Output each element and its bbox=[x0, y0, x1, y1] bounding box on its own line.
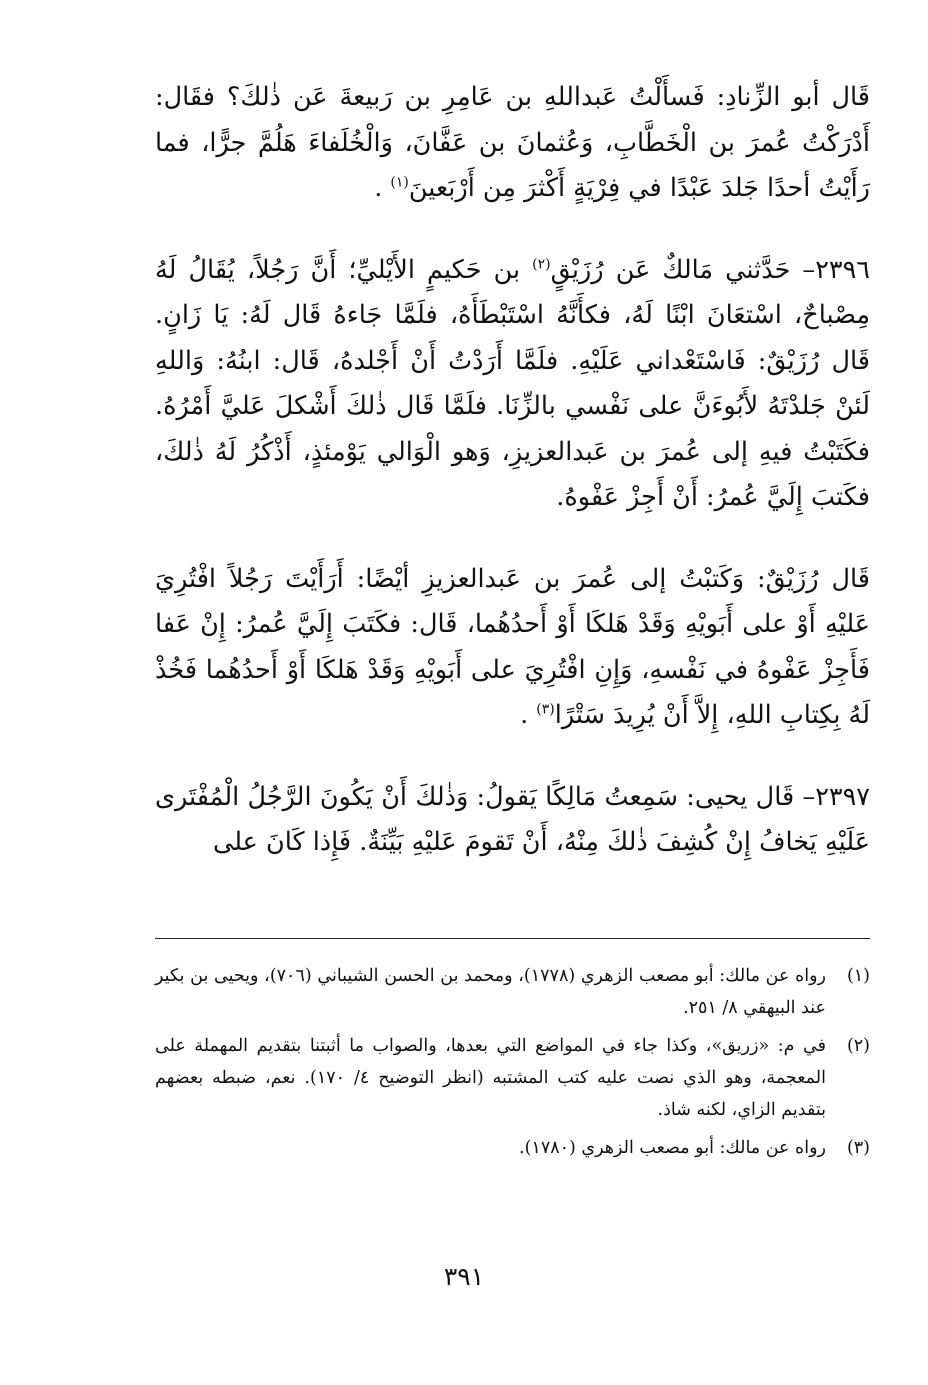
footnote-ref-2[interactable]: (٢) bbox=[532, 256, 551, 272]
paragraph-3-text: قَال رُزَيْقٌ: وَكَتبْتُ إلى عُمرَ بن عَبدالعزيزِ أيْضًا: أَرَأَيْتَ رَجُلاً افْتُرِيَ عَليْهِ أَوْ على أَبَويْهِ وَقَدْ هَلكَا أَوْ أَحدُهُما، قَال: فكَتَبَ إِلَيَّ عُمرُ: إِنْ عَفا فَأَجِزْ عَفْوهُ في نَفْسهِ، وَإِنِ افْتُرِيَ على أَبَويْهِ وَقَدْ هَلكَا أَوْ أَحدُهُما فَخُذْ لَهُ بِكِتابِ اللهِ، إِلاَّ أَنْ يُرِيدَ سَتْرًا bbox=[155, 563, 870, 730]
footnote-ref-1[interactable]: (١) bbox=[390, 174, 409, 191]
footnote-number: (٣) bbox=[846, 1138, 870, 1158]
paragraph-3-end: . bbox=[520, 700, 537, 730]
footnote-text: رواه عن مالك: أبو مصعب الزهري (١٧٧٨)، ومحمد بن الحسن الشيباني (٧٠٦)، ويحيى بن بكير عند البيهقي ٨/ ٢٥١. bbox=[155, 966, 827, 1018]
paragraph-2 bbox=[155, 248, 870, 521]
footnote-text: في م: «زريق»، وكذا جاء في المواضع التي بعدها، والصواب ما أثبتنا بتقديم المهملة على المعجمة، وهو الذي نصت عليه كتب المشتبه (انظر التوضيح ٤/ ١٧٠). نعم، ضبطه بعضهم بتقديم الزاي، لكنه شاذ. bbox=[155, 1036, 826, 1120]
paragraph-2-end: بن حَكيمٍ الأَيْليِّ؛ أَنَّ رَجُلاً، يُقَالُ لَهُ مِصْباحٌ، اسْتعَانَ ابْنًا لَهُ، فكأَنَّهُ اسْتَبْطَأَهُ، فلَمَّا جَاءهُ قَال لَهُ: يَا زَانٍ. قَال رُزَيْقٌ: فَاسْتَعْداني عَلَيْهِ. فلَمَّا أَرَدْتُ أَنْ أَجْلدهُ، قَال: ابنُهُ: وَاللهِ لَئنْ جَلدْتَهُ لأَبُوءَنَّ على نَفْسي بالزِّنَا. فلَمَّا قَال ذٰلكَ أَشْكلَ عَليَّ أَمْرُهُ. فكَتَبْتُ فيهِ إلى عُمرَ بن عَبدالعزيزِ، وَهو الْوَالي يَوْمئذٍ، أَذْكُرُ لَهُ ذٰلكَ، فكَتبَ إِلَيَّ عُمرُ: أَنْ أَجِزْ عَفْوهُ. bbox=[155, 254, 870, 512]
paragraph-1 bbox=[155, 75, 870, 212]
footnotes bbox=[155, 960, 870, 1170]
footnote-number: (١) bbox=[846, 966, 870, 986]
paragraph-2-text: ٢٣٩٦– حَدَّثني مَالكٌ عَن رُزَيْقٍ bbox=[550, 254, 870, 285]
paragraph-1-end: . bbox=[374, 173, 391, 203]
footnote-text: رواه عن مالك: أبو مصعب الزهري (١٧٨٠). bbox=[519, 1138, 826, 1158]
page-number: ٣٩١ bbox=[443, 1262, 485, 1291]
footnote-ref-3[interactable]: (٣) bbox=[536, 701, 555, 718]
footnote-3 bbox=[155, 1132, 870, 1164]
footnote-1 bbox=[155, 960, 870, 1024]
paragraph-1-text: قَال أبو الزِّنادِ: فَسأَلْتُ عَبداللهِ بن عَامِرِ بن رَبيعةَ عَن ذٰلكَ؟ فقَال: أَدْرَكْتُ عُمرَ بن الْخَطَّابِ، وَعُثمانَ بن عَفَّانَ، وَالْخُلَفاءَ هَلُمَّ جرًّا، فما رَأَيْتُ أحدًا جَلدَ عَبْدًا في فِرْيَةٍ أَكْثرَ مِن أَرْبَعينَ bbox=[155, 82, 870, 203]
footnote-2 bbox=[155, 1030, 870, 1126]
paragraph-4-text: ٢٣٩٧– قَال يحيى: سَمِعتُ مَالِكًا يَقولُ: وَذٰلكَ أَنْ يَكُونَ الرَّجُلُ الْمُفْتَرى عَلَيْهِ يَخافُ إِنْ كُشِفَ ذٰلكَ مِنْهُ، أَنْ تَقومَ عَليْهِ بَيِّنَةٌ. فَإِذا كَانَ على bbox=[155, 781, 870, 857]
paragraph-3 bbox=[155, 557, 870, 739]
footnote-number: (٢) bbox=[846, 1036, 870, 1056]
footnote-divider bbox=[155, 938, 870, 939]
paragraph-4 bbox=[155, 775, 870, 866]
main-text bbox=[155, 75, 870, 866]
